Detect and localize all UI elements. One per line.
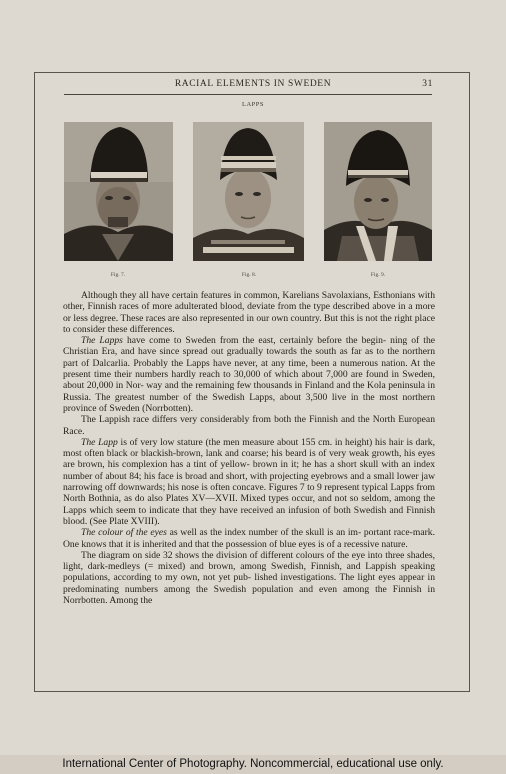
running-head <box>0 79 506 93</box>
figure-caption: Fig. 8. <box>241 272 257 278</box>
paragraph <box>63 437 435 527</box>
page-number: 31 <box>422 79 433 89</box>
header-rule <box>64 94 432 95</box>
paragraph: Although they all have certain features in common, Karelians Savolaxians, Esthonians with other, Finnish races of more adulterated blood, deviate from the type described above in a more or less degree. These races are also represented in our own country. But this is not the right place to consider these differences. <box>63 290 435 335</box>
section-title: LAPPS <box>241 101 264 108</box>
photo-fig-7 <box>64 122 173 261</box>
figure-caption: Fig. 9. <box>370 272 386 278</box>
paragraph: The Lappish race differs very considerably from both the Finnish and the North European Race. <box>63 414 435 437</box>
paragraph <box>63 527 435 550</box>
emphasis: The Lapps <box>81 335 123 347</box>
watermark-notice: International Center of Photography. Noncommercial, educational use only. <box>62 758 444 770</box>
body-text <box>63 290 435 606</box>
emphasis: The colour of the eyes <box>81 527 167 539</box>
paragraph-text: have come to Sweden from the east, certainly before the begin- ning of the Christian Era, and have since spread out gradually towards the south as far as to the northern part of Dalcarlia. Probably the Lapps have never, at any time, been a numerous nation. At the present time their numbers hardly reach to 30,000 of which about 7,000 are found in Sweden, about 20,000 in Nor- way and the remaining few thousands in Finland and the Kola peninsula in Russia. The greatest number of the Swedish Lapps, about 3,500 live in the most northern province of Sweden (Norrbotten). <box>63 335 436 414</box>
running-title: RACIAL ELEMENTS IN SWEDEN <box>174 79 332 89</box>
photo-fig-9 <box>324 122 432 261</box>
paragraph-text: as well as the index number of the skull is an im- portant race-mark. One knows that it is inherited and that the possession of blue eyes is of a recessive nature. <box>63 527 435 550</box>
figure-caption: Fig. 7. <box>110 272 126 278</box>
paragraph: The diagram on side 32 shows the division of different colours of the eye into three shades, light, dark-medleys (= mixed) and brown, among Swedish, Finnish, and Lappish speaking populations, according to my own, not yet pub- lished investigations. The light eyes appear in predominating numbers among the Swedish population and even among the Finnish in Norrbotten. Among the <box>63 549 435 607</box>
emphasis: The Lapp <box>81 436 118 448</box>
photo-fig-8 <box>193 122 304 261</box>
paragraph-text: is of very low stature (the men measure about 155 cm. in height) his hair is dark, most often black or blackish-brown, lank and coarse; his beard is of very weak growth, his eyes are brown, his complexion has a tint of yellow- brown in it; he has a short skull with an index number of about 84; his face is broad and short, with projecting eyebrows and a small lower jaw narrowing off downwards; his nose is often concave. Figures 7 to 9 represent typical Lapps from North Bothnia, as do also Plates XV—XVII. Mixed types occur, and not so seldom, among the Lapps which seem to indicate that they have received an infusion of both Swedish and Finnish blood. (See Plate XVIII). <box>63 436 436 527</box>
paragraph <box>63 335 435 414</box>
